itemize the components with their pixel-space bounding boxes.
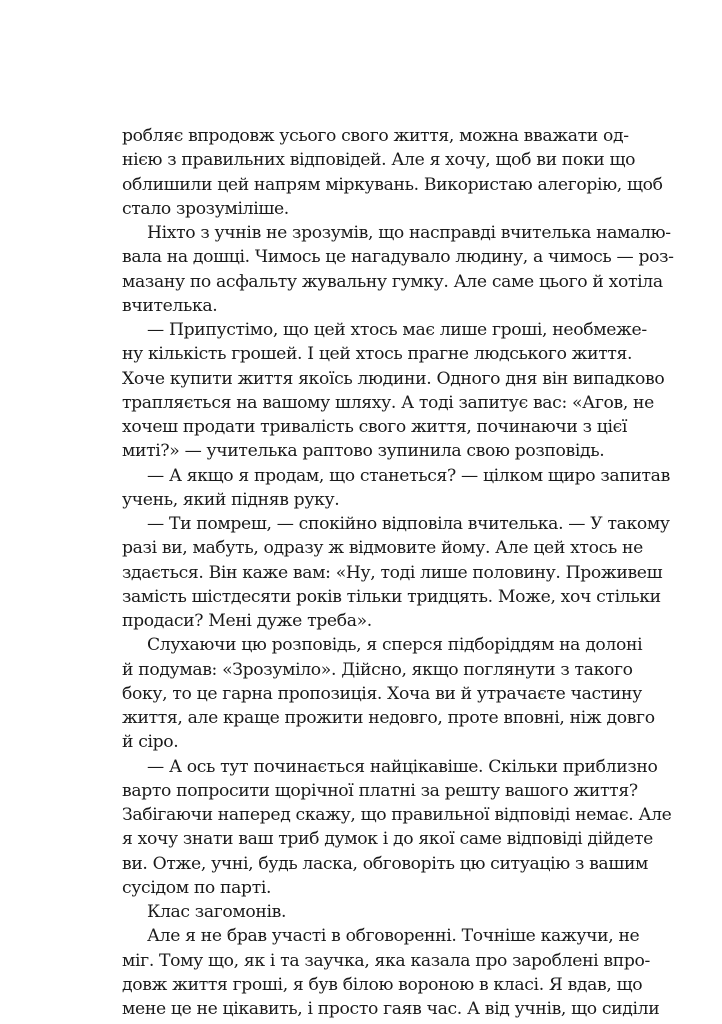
text-line: — А якщо я продам, що станеться? — цілком щиро запитав: [147, 465, 670, 486]
text-line: хочеш продати тривалість свого життя, починаючи з цієї: [122, 417, 628, 437]
text-line: стало зрозуміліше.: [122, 198, 289, 219]
text-line: — Припустімо, що цей хтось має лише гроші, необмеже-: [147, 320, 647, 340]
text-line: замість шістдесяти років тільки тридцять. Може, хоч стільки: [122, 586, 661, 607]
text-line: й подумав: «Зрозуміло». Дійсно, якщо поглянути з такого: [122, 659, 633, 680]
text-line: боку, то це гарна пропозиція. Хоча ви й утрачаєте частину: [122, 683, 642, 704]
text-line: вала на дошці. Чимось це нагадувало людину, а чимось — роз-: [122, 247, 674, 268]
text-line: сусідом по парті.: [122, 877, 272, 898]
text-line: разі ви, мабуть, одразу ж відмовите йому. Але цей хтось не: [122, 538, 643, 559]
text-line: мене це не цікавить, і просто гаяв час. А від учнів, що сиділи: [122, 999, 660, 1019]
text-line: ви. Отже, учні, будь ласка, обговоріть цю ситуацію з вашим: [122, 853, 649, 874]
text-line: нією з правильних відповідей. Але я хочу, щоб ви поки що: [122, 150, 636, 171]
text-line: Клас загомонів.: [147, 902, 287, 922]
text-line: варто попросити щорічної платні за решту вашого життя?: [122, 780, 638, 801]
text-line: Ніхто з учнів не зрозумів, що насправді вчителька намалю-: [147, 223, 671, 243]
text-line: Забігаючи наперед скажу, що правильної відповіді немає. Але: [122, 805, 672, 825]
text-line: учень, який підняв руку.: [122, 489, 340, 510]
text-line: Слухаючи цю розповідь, я сперся підборіддям на долоні: [147, 635, 643, 656]
text-line: міг. Тому що, як і та заучка, яка казала про зароблені впро-: [122, 950, 650, 971]
text-line: довж життя гроші, я був білою вороною в класі. Я вдав, що: [122, 974, 643, 995]
book-page-text: [122, 124, 674, 1021]
text-line: я хочу знати ваш триб думок і до якої саме відповіді дійдете: [122, 829, 653, 850]
text-line: ну кількість грошей. І цей хтось прагне людського життя.: [122, 344, 633, 365]
text-line: — А ось тут починається найцікавіше. Скільки приблизно: [147, 756, 658, 777]
text-line: життя, але краще прожити недовго, проте вповні, ніж довго: [122, 708, 655, 728]
text-line: мазану по асфальту жувальну гумку. Але саме цього й хотіла: [122, 271, 663, 292]
text-line: здається. Він каже вам: «Ну, тоді лише половину. Проживеш: [122, 562, 663, 583]
text-line: трапляється на вашому шляху. А тоді запитує вас: «Агов, не: [122, 392, 654, 413]
text-line: Хоче купити життя якоїсь людини. Одного дня він випадково: [122, 368, 665, 389]
text-line: — Ти помреш, — спокійно відповіла вчителька. — У такому: [147, 514, 670, 534]
text-line: робляє впродовж усього свого життя, можна вважати од-: [122, 126, 629, 146]
text-line: миті?» — учителька раптово зупинила свою розповідь.: [122, 441, 605, 462]
text-line: Але я не брав участі в обговоренні. Точніше кажучи, не: [147, 926, 640, 947]
text-line: й сіро.: [122, 732, 179, 753]
text-line: продаси? Мені дуже треба».: [122, 611, 372, 631]
text-line: облишили цей напрям міркувань. Використаю алегорію, щоб: [122, 174, 663, 195]
text-line: вчителька.: [122, 295, 218, 316]
